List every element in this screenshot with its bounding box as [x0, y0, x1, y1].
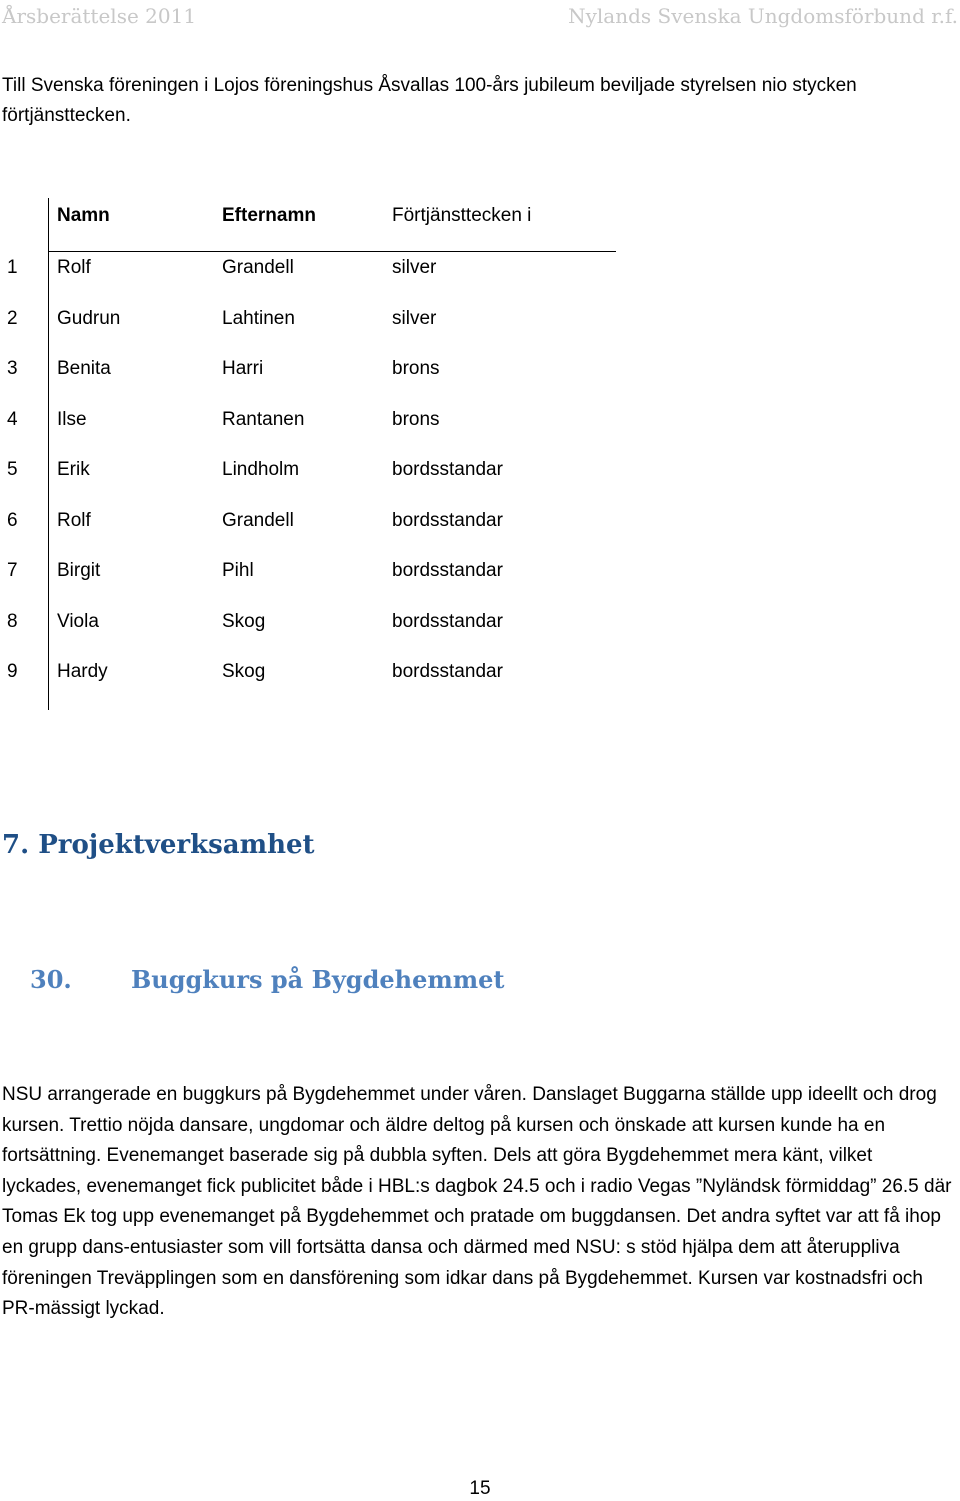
- header-last-name: Efternamn: [222, 205, 316, 226]
- row-award: bordsstandar: [392, 459, 503, 480]
- header-award: Förtjänsttecken i: [392, 205, 532, 226]
- intro-paragraph: Till Svenska föreningen i Lojos föreningshus Åsvallas 100-års jubileum beviljade styrelsen nio stycken förtjänsttecken.: [2, 75, 857, 126]
- row-first-name: Erik: [57, 459, 90, 480]
- row-award: brons: [392, 408, 440, 430]
- row-number: 2: [7, 307, 18, 329]
- row-first-name: Rolf: [57, 257, 91, 278]
- row-first-name: Hardy: [57, 661, 108, 682]
- row-number: 3: [7, 358, 18, 379]
- row-first-name: Ilse: [57, 408, 87, 430]
- row-last-name: Lahtinen: [222, 307, 295, 329]
- row-award: bordsstandar: [392, 610, 503, 632]
- header-first-name: Namn: [57, 205, 110, 226]
- row-number: 4: [7, 408, 18, 430]
- row-first-name: Birgit: [57, 560, 101, 581]
- row-last-name: Lindholm: [222, 459, 300, 480]
- award-table: [0, 198, 620, 710]
- body-paragraph: NSU arrangerade en buggkurs på Bygdehemmet under våren. Danslaget Buggarna ställde upp ideellt och drog kursen. Trettio nöjda dansare, ungdomar och äldre deltog på kursen och önskade att kursen kunde ha en fortsättning. Evenemanget baserade sig på dubbla syften. Dels att göra Bygdehemmet mera känt, vilket lyckades, evenemanget fick publicitet både i HBL:s dagbok 24.5 och i radio Vegas ”Nyländsk förmiddag” 26.5 där Tomas Ek tog upp evenemanget på Bygdehemmet och pratade om buggdansen. Det andra syftet var att få ihop en grupp dans-entusiaster som vill fortsätta dansa och därmed med NSU: s stöd hjälpa dem att återuppliva föreningen Treväpplingen som en dansförening som idkar dans på Bygdehemmet. Kursen var kostnadsfri och PR-mässigt lyckad.: [2, 1084, 952, 1320]
- row-number: 8: [7, 610, 18, 632]
- row-award: bordsstandar: [392, 560, 503, 581]
- table-header-rule: [48, 251, 616, 252]
- section-number: 30.: [30, 965, 72, 994]
- row-last-name: Pihl: [222, 560, 254, 581]
- section-heading-30: [30, 965, 505, 994]
- row-last-name: Rantanen: [222, 408, 305, 430]
- page-number: 15: [469, 1478, 491, 1499]
- row-number: 5: [7, 459, 18, 480]
- section-heading-7: 7. Projektverksamhet: [2, 830, 315, 860]
- row-last-name: Skog: [222, 610, 266, 632]
- row-number: 9: [7, 661, 18, 682]
- row-first-name: Rolf: [57, 509, 91, 531]
- table-vertical-rule: [48, 198, 49, 710]
- row-last-name: Skog: [222, 661, 266, 682]
- section-title: Buggkurs på Bygdehemmet: [131, 965, 505, 994]
- row-award: bordsstandar: [392, 509, 503, 531]
- row-first-name: Gudrun: [57, 307, 121, 329]
- running-header-organization: Nylands Svenska Ungdomsförbund r.f.: [568, 4, 958, 28]
- row-first-name: Benita: [57, 358, 111, 379]
- row-first-name: Viola: [57, 610, 99, 632]
- running-header-title: Årsberättelse 2011: [2, 4, 197, 28]
- row-last-name: Grandell: [222, 257, 294, 278]
- row-award: silver: [392, 257, 437, 278]
- row-number: 6: [7, 509, 18, 531]
- row-number: 7: [7, 560, 18, 581]
- row-award: silver: [392, 307, 437, 329]
- row-last-name: Grandell: [222, 509, 294, 531]
- row-award: bordsstandar: [392, 661, 503, 682]
- row-number: 1: [7, 257, 18, 278]
- row-award: brons: [392, 358, 440, 379]
- row-last-name: Harri: [222, 358, 264, 379]
